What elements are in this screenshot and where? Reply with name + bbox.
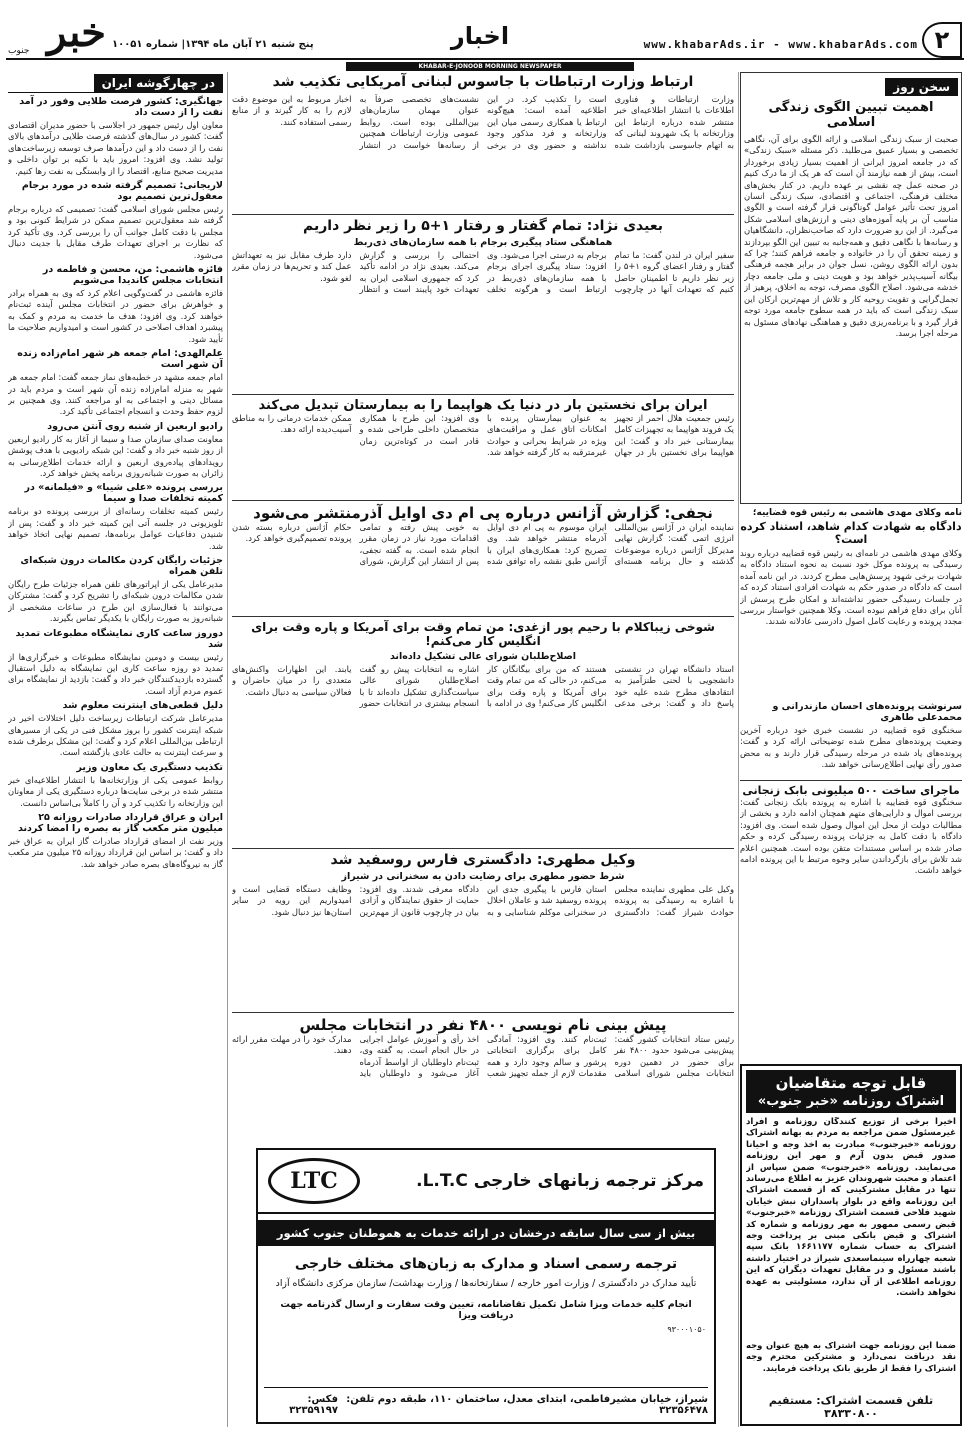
zanjani-title: ماجرای ساخت ۵۰۰ میلیونی بابک زنجانی bbox=[740, 780, 962, 797]
news-item-title: جزئیات رایگان کردن مکالمات درون شبکه‌ای تلفن همراه bbox=[20, 554, 223, 577]
news-item-body: روابط عمومی یکی از وزارتخانه‌ها با انتشار اطلاعیه‌ای خبر منتشر شده در برخی سایت‌ها درباره دستگیری یکی از معاونان این وزارتخانه را تکذیب کرد و آن را کاملاً بی‌اساس دانست. bbox=[8, 774, 223, 808]
provinces-tab: در چهارگوشه ایران bbox=[94, 74, 223, 92]
news-item-body: رئیس بیست و دومین نمایشگاه مطبوعات و خبرگزاری‌ها از تمدید دو روزه ساعت کاری این نمایشگاه به دلیل استقبال گسترده بازدیدکنندگان خبر داد و گفت: بازدید از نمایشگاه برای عموم مردم آزاد است. bbox=[8, 651, 223, 696]
election-title: پیش بینی نام نویسی ۴۸۰۰ نفر در انتخابات مجلس bbox=[232, 1012, 734, 1034]
subscription-body: اخیرا برخی از توزیع کنندگان روزنامه و افراد غیرمسئول ضمن مراجعه به مردم به بهانه اشتراک روزنامه «خبرجنوب» مبادرت به اخذ وجه و احیانا صدور قبض بدون آرم و مهر این روزنامه می‌نمایند. روزنامه «خبرجنوب» ضمن سپاس از اعتماد و محبت شهروندان عزیز به اطلاع می‌رساند تنها در مقابل مشترکینی که از قسمت اشتراک این روزنامه واقع در بلوار پاسداران نبش خیابان شهید فلاحی قسمت اشتراک روزنامه «خبرجنوب» قبض رسمی ممهور به مهر روزنامه و شماره کد اشتراک و قبض بانکی مبنی بر پرداخت وجه اشتراک به حساب شماره ۱۶۶۱۱۷۷ بانک سپه شعبه چهارراه سینماسعدی شیراز در اختیار داشته باشند مسئول و در مقابل تعهدات دیگران که این روزنامه اطلاعی از آن ندارد، مسئولیتی به عهده نخواهد داشت. bbox=[746, 1117, 956, 1299]
masthead-strip: KHABAR-E-JONOOB MORNING NEWSPAPER bbox=[346, 62, 634, 71]
column-divider bbox=[227, 72, 228, 1427]
page-number: ۲ bbox=[922, 22, 962, 58]
election-body: رئیس ستاد انتخابات کشور گفت: پیش‌بینی می‌شود حدود ۴۸۰۰ نفر برای حضور در دهمین دوره انتخابات مجلس شورای اسلامی ثبت‌نام کنند. وی افزود: آمادگی کامل برای برگزاری انتخاباتی پرشور و سالم وجود دارد و همه مقدمات لازم از جمله تجهیز شعب اخذ رأی و آموزش عوامل اجرایی در حال انجام است. به گفته وی، ثبت‌نام داوطلبان از اواسط آذرماه آغاز می‌شود و داوطلبان باید مدارک خود را در مهلت مقرر ارائه دهند. bbox=[232, 1034, 734, 1079]
najafi-body: نماینده ایران در آژانس بین‌المللی انرژی اتمی گفت: گزارش نهایی مدیرکل آژانس درباره موضوعات گذشته و حال برنامه هسته‌ای ایران موسوم به پی ام دی اوایل آذرماه منتشر خواهد شد. وی تصریح کرد: همکاری‌های ایران با آژانس طبق نقشه راه توافق شده به خوبی پیش رفته و تمامی اقدامات مورد نیاز در زمان مقرر انجام شده است. به گفته نجفی، پس از انتشار این گزارش، شورای حکام آژانس درباره بسته شدن پرونده تصمیم‌گیری خواهد کرد. bbox=[232, 522, 734, 567]
news-item bbox=[8, 482, 223, 552]
news-item-title: تکذیب دستگیری یک معاون وزیر bbox=[76, 761, 223, 773]
masthead bbox=[0, 0, 970, 58]
motahari-lawyer-article bbox=[232, 848, 734, 1008]
interview-body: وکلای مهدی هاشمی در نامه‌ای به رئیس قوه قضاییه درباره روند رسیدگی به پرونده موکل خود نسبت به نحوه استناد دادگاه به شهادت برخی شهود پرسش‌هایی مطرح کردند. در این نامه آمده است که دادگاه در صدور حکم به شهادت افرادی استناد کرده که در جلسات رسیدگی حضور نداشته‌اند و امکان طرح پرسش از آنان برای دفاع فراهم نبوده است. وکلا همچنین خواستار بررسی مجدد پرونده و رعایت کامل اصول دادرسی عادلانه شدند. bbox=[740, 548, 962, 627]
news-item bbox=[8, 264, 223, 345]
ltc-title: مرکز ترجمه زبانهای خارجی L.T.C. bbox=[416, 1171, 704, 1191]
column-divider bbox=[738, 72, 739, 1427]
editorial-box bbox=[740, 72, 962, 504]
ltc-approvals: تأیید مدارک در دادگستری / وزارت امور خارجه / سفارتخانه‌ها / وزارت بهداشت/ سازمان مرکزی دانشگاه آزاد bbox=[275, 1278, 697, 1289]
logo-text: خبر bbox=[47, 9, 106, 56]
news-item-title: رادیو اربعین از شنبه روی آنتن می‌رود bbox=[47, 420, 223, 432]
news-item bbox=[8, 348, 223, 418]
zibakalam-subhead: اصلاح‌طلبان شورای عالی تشکیل داده‌اند bbox=[389, 651, 577, 662]
news-item bbox=[8, 700, 223, 759]
interview-kicker: نامه وکلای مهدی هاشمی به رئیس قوه قضاییه؛ bbox=[752, 508, 962, 518]
news-item-body: مدیرعامل شرکت ارتباطات زیرساخت دلیل اختلالات اخیر در شبکه اینترنت کشور را بروز مشکل فنی در یکی از مسیرهای ارتباطی بین‌المللی اعلام کرد و گفت: این مشکل برطرف شده و سرعت اینترنت به حالت عادی بازگشته است. bbox=[8, 713, 223, 758]
ltc-address: شیراز، خیابان مشیرفاطمی، ابتدای معدل، ساختمان ۱۱۰، طبقه دوم تلفن: ۳۲۳۵۶۴۷۸ bbox=[346, 1394, 708, 1416]
zanjani-body: سخنگوی قوه قضاییه با اشاره به پرونده بابک زنجانی گفت: بررسی اموال و دارایی‌های متهم همچنان ادامه دارد و بخشی از مطالبات دولت از محل این اموال وصول شده است. وی افزود: دادگاه با دقت کامل به جزئیات پرونده رسیدگی کرده و حکم صادر شده بر اساس مستندات متقن بوده است. همچنین اعلام شد تلاش برای بازگرداندن سایر وجوه مرتبط با این پرونده ادامه خواهد داشت. bbox=[740, 797, 962, 876]
header-rule bbox=[6, 58, 964, 60]
news-item-body: معاون اول رئیس جمهور در اجلاسی با حضور مدیران اقتصادی گفت: کشور در سال‌های گذشته فرصت طلایی درآمدهای بالای نفت را از دست داد و این درآمدها صرف توسعه زیرساخت‌های تولید نشد. وی افزود: امروز باید با تکیه بر توان داخلی و مدیریت صحیح منابع، اقتصاد را از وابستگی به نفت رها کنیم. bbox=[8, 120, 223, 176]
newspaper-logo bbox=[6, 9, 106, 56]
interview-article bbox=[740, 508, 962, 776]
logo-subtext: جنوب bbox=[8, 46, 30, 56]
website-url[interactable]: www.khabarAds.ir - www.khabarAds.com bbox=[643, 38, 918, 51]
news-item-body: مدیرعامل یکی از اپراتورهای تلفن همراه جزئیات طرح رایگان شدن مکالمات درون شبکه‌ای را تشریح کرد و گفت: مشترکان می‌توانند با فعال‌سازی این طرح در ساعات مشخصی از شبانه‌روز به صورت رایگان با یکدیگر تماس بگیرند. bbox=[8, 578, 223, 624]
news-item-title: لاریجانی: تصمیم گرفته شده در مورد برجام معقول‌ترین تصمیم بود bbox=[21, 180, 223, 203]
subscription-title-2: اشتراک روزنامه «خبر جنوب» bbox=[757, 1094, 945, 1109]
ltc-services: ترجمه رسمی اسناد و مدارک به زبان‌های مختلف خارجی bbox=[294, 1256, 678, 1272]
baeidinejad-body: سفیر ایران در لندن گفت: ما تمام گفتار و رفتار اعضای گروه ۱+۵ را زیر نظر داریم تا اطمینان حاصل کنیم که تعهدات آنها در چارچوب برجام به درستی اجرا می‌شود. وی افزود: ستاد پیگیری اجرای برجام با همه سازمان‌های ذی‌ربط در ارتباط است و هرگونه تخلف احتمالی را بررسی و گزارش می‌کند. بعیدی نژاد در ادامه تأکید کرد که جمهوری اسلامی ایران به تعهدات خود پایبند است و انتظار دارد طرف مقابل نیز به تعهداتش عمل کند و تحریم‌ها در زمان مقرر لغو شود. bbox=[232, 250, 734, 295]
lead-article bbox=[232, 72, 734, 210]
hospital-plane-title: ایران برای نخستین بار در دنیا یک هواپیما را به بیمارستان تبدیل می‌کند bbox=[232, 394, 734, 413]
news-item-body: معاونت صدای سازمان صدا و سیما از آغاز به کار رادیو اربعین از روز شنبه خبر داد و گفت: این شبکه رادیویی با هدف پوشش رویدادهای پیاده‌روی اربعین و ارائه خدمات اطلاع‌رسانی به زائران به صورت شبانه‌روزی برنامه پخش خواهد کرد. bbox=[8, 433, 223, 478]
baeidinejad-article bbox=[232, 214, 734, 390]
ltc-tagline: بیش از سی سال سابقه درخشان در ارائه خدمات به هموطنان جنوب کشور bbox=[258, 1220, 714, 1246]
hospital-plane-article bbox=[232, 394, 734, 496]
zibakalam-article bbox=[232, 616, 734, 844]
zibakalam-body: استاد دانشگاه تهران در نشستی دانشجویی با لحنی طنزآمیز به انتقادهای مطرح شده علیه خود پاسخ داد و گفت: برخی مدعی هستند که من برای بیگانگان کار می‌کنم، در حالی که من تمام وقت برای آمریکا و پاره وقت برای انگلیس کار می‌کنم! وی در ادامه با اشاره به انتخابات پیش رو گفت اصلاح‌طلبان شورای عالی سیاست‌گذاری تشکیل داده‌اند تا با انسجام بیشتری در انتخابات حضور یابند. این اظهارات واکنش‌های متعددی را در میان حاضران و فعالان سیاسی به دنبال داشت. bbox=[232, 664, 734, 709]
news-item-body: فائزه هاشمی در گفت‌وگویی اعلام کرد که وی به همراه برادر و خواهرش برای حضور در انتخابات مجلس آینده ثبت‌نام خواهند کرد. وی افزود: هدف ما خدمت به مردم و کمک به پیشبرد اهداف اصلاحی در کشور است و امیدواریم صلاحیت ما تأیید شود. bbox=[8, 288, 223, 344]
zanjani-article bbox=[740, 780, 962, 1060]
interview-subhead: سرنوشت پرونده‌های احسان مازندرانی و محمدعلی طاهری bbox=[772, 701, 962, 723]
subscription-ad bbox=[740, 1064, 962, 1426]
motahari-lawyer-title: وکیل مطهری: دادگستری فارس روسفید شد bbox=[232, 848, 734, 868]
lead-body: وزارت ارتباطات و فناوری اطلاعات با انتشار اطلاعیه‌ای خبر منتشر شده درباره ارتباط این وزارتخانه با یک شهروند لبنانی که به اتهام جاسوسی بازداشت شده است را تکذیب کرد. در این اطلاعیه آمده است: هیچ‌گونه ارتباط یا همکاری رسمی میان این وزارتخانه و فرد مذکور وجود نداشته و حضور وی در برخی نشست‌های تخصصی صرفاً به عنوان مهمان سازمان‌های بین‌المللی بوده است. روابط عمومی وزارت ارتباطات همچنین از رسانه‌ها خواست در انتشار اخبار مربوط به این موضوع دقت لازم را به کار گیرند و از منابع رسمی استفاده کنند. bbox=[232, 94, 734, 150]
news-item bbox=[8, 555, 223, 625]
ltc-logo: LTC bbox=[268, 1158, 360, 1204]
news-item-title: دوروز ساعت کاری نمایشگاه مطبوعات تمدید شد bbox=[15, 627, 223, 650]
ltc-fax: فکس: ۳۲۳۵۹۱۹۷ bbox=[289, 1394, 338, 1416]
motahari-lawyer-body: وکیل علی مطهری نماینده مجلس با اشاره به رسیدگی به پرونده حوادث شیراز گفت: دادگستری استان فارس با پیگیری جدی این پرونده روسفید شد و عاملان اخلال در سخنرانی موکلم شناسایی و به دادگاه معرفی شدند. وی افزود: حمایت از حقوق نمایندگان و آزادی بیان در چارچوب قانون از مهم‌ترین وظایف دستگاه قضایی است و امیدواریم این رویه در سایر استان‌ها نیز دنبال شود. bbox=[232, 884, 734, 917]
provinces-list bbox=[8, 96, 223, 870]
news-item-title: علم‌الهدی: امام جمعه هر شهر امام‌زاده زنده آن شهر است bbox=[17, 348, 223, 371]
news-item-body: رئیس کمیته تخلفات رسانه‌ای از بررسی پرونده دو برنامه تلویزیونی در جلسه آتی این کمیته خبر داد و گفت: پس از شنیدن دفاعیات عوامل برنامه‌ها، تصمیم نهایی اتخاذ خواهد شد. bbox=[8, 506, 223, 551]
hospital-plane-body: رئیس جمعیت هلال احمر از تجهیز یک فروند هواپیما به تجهیزات کامل بیمارستانی خبر داد و گفت: این هواپیما برای نخستین بار در جهان به عنوان بیمارستان پرنده با امکانات اتاق عمل و مراقبت‌های ویژه در شرایط بحرانی و حوادث غیرمترقبه به کار گرفته خواهد شد. وی افزود: این طرح با همکاری متخصصان داخلی طراحی شده و قادر است در کوتاه‌ترین زمان ممکن خدمات درمانی را به مناطق آسیب‌دیده ارائه دهد. bbox=[232, 413, 734, 458]
election-article bbox=[232, 1012, 734, 1142]
news-item bbox=[8, 628, 223, 698]
editorial-tab: سخن روز bbox=[885, 78, 958, 96]
baeidinejad-title: بعیدی نژاد: تمام گفتار و رفتار ۱+۵ را زیر نظر داریم bbox=[232, 214, 734, 234]
subscription-phone[interactable]: تلفن قسمت اشتراک: مستقیم ۳۸۳۳۰۸۰۰ bbox=[768, 1394, 934, 1420]
interview-body-2: سخنگوی قوه قضاییه در نشست خبری خود درباره آخرین وضعیت پرونده‌های مطرح شده توضیحاتی ارائه کرد و گفت: پرونده‌های یاد شده در مرحله رسیدگی قرار دارند و به محض صدور رأی نهایی اطلاع‌رسانی خواهد شد. bbox=[740, 725, 962, 770]
news-item-title: فائزه هاشمی: من، محسن و فاطمه در انتخابات مجلس کاندیدا می‌شویم bbox=[42, 264, 223, 287]
interview-title: دادگاه به شهادت کدام شاهد، استناد کرده است؟ bbox=[740, 520, 962, 546]
ltc-code: ۹۳۰۰۰۱۰۵۰ bbox=[667, 1325, 706, 1334]
news-item-body: وزیر نفت از امضای قرارداد صادرات گاز ایران به عراق خبر داد و گفت: بر اساس این قرارداد روزانه ۲۵ میلیون متر مکعب گاز به نیروگاه‌های بصره صادر خواهد شد. bbox=[8, 836, 223, 869]
news-item bbox=[8, 421, 223, 480]
news-item-body: امام جمعه مشهد در خطبه‌های نماز جمعه گفت: امام جمعه هر شهر به منزله امام‌زاده زنده آن شهر است و مردم باید در مسائل دینی و اجتماعی به او مراجعه کنند. وی همچنین بر لزوم حفظ وحدت و انسجام اجتماعی تأکید کرد. bbox=[8, 372, 223, 417]
editorial-body: صحبت از سبک زندگی اسلامی و ارائه الگوی برای آن، نگاهی تخصصی و بسیار عمیق می‌طلبد. ذکر مسئله «سبک زندگی» که در جامعه امروز ایرانی از اهمیت بسیار زیادی برخوردار است، بیش از همه نیازمند آن است که هر یک از ما درک کنیم در صحنه عمل چه نقشی بر عهده داریم. در کنار بخش‌های مختلف فرهنگی، اجتماعی و اقتصادی، سبک زندگی انسان امروز تحت تأثیر عوامل گوناگونی قرار گرفته است و الگوی مناسب آن بر پایه آموزه‌های دینی و ارزش‌های اسلامی شکل می‌گیرد. از این رو ضرورت دارد که صاحب‌نظران، دانشگاهیان و رسانه‌ها با نگاهی دقیق و همه‌جانبه به تبیین این الگو بپردازند و زمینه تحقق آن را در خانواده و جامعه فراهم کنند؛ چرا که بدون ارائه الگوی روشن، نسل جوان در برابر هجمه فرهنگی بیگانه آسیب‌پذیر خواهد بود و هویت دینی و ملی جامعه دچار خدشه می‌شود. اصلاح الگوی مصرف، توجه به اخلاق، پرهیز از تجمل‌گرایی و تقویت روحیه کار و تلاش از مهم‌ترین ارکان این سبک زندگی است که باید در همه سطوح جامعه مورد توجه قرار گیرد و با برنامه‌ریزی دقیق و هماهنگی نهادهای مسئول به مرحله اجرا برسد. bbox=[744, 134, 958, 338]
section-title: اخبار bbox=[450, 22, 510, 50]
najafi-article bbox=[232, 500, 734, 612]
news-item-title: دلیل قطعی‌های اینترنت معلوم شد bbox=[62, 700, 223, 712]
lead-title: ارتباط وزارت ارتباطات با جاسوس لبنانی آمریکایی تکذیب شد bbox=[272, 74, 694, 90]
zibakalam-title: شوخی زیباکلام با رحیم پور ازغدی: من تمام وقت برای آمریکا و پاره وقت برای انگلیس کار می‌کنم! bbox=[232, 616, 734, 648]
subscription-title-1: قابل توجه متقاضیان bbox=[775, 1074, 927, 1092]
provinces-column bbox=[8, 72, 223, 1424]
news-item-body: رئیس مجلس شورای اسلامی گفت: تصمیمی که درباره برجام گرفته شد معقول‌ترین تصمیم ممکن در شرایط کنونی بود و مجلس با دقت کامل جوانب آن را بررسی کرد. وی تأکید کرد که نظارت بر اجرای تعهدات طرف مقابل با جدیت دنبال می‌شود. bbox=[8, 204, 223, 260]
news-item bbox=[8, 96, 223, 177]
ltc-translation-ad bbox=[256, 1148, 716, 1424]
ltc-visa: انجام کلیه خدمات ویزا شامل تکمیل تقاضانامه، تعیین وقت سفارت و ارسال گذرنامه جهت دریافت ویزا bbox=[280, 1299, 692, 1321]
dateline: پنج شنبه ۲۱ آبان ماه ۱۳۹۴| شماره ۱۰۰۵۱ bbox=[112, 39, 314, 50]
motahari-lawyer-subhead: شرط حضور مطهری برای رضایت دادن به سخنرانی در شیراز bbox=[341, 871, 625, 882]
baeidinejad-subhead: هماهنگی ستاد پیگیری برجام با همه سازمان‌های ذی‌ربط bbox=[353, 237, 613, 248]
editorial-title: اهمیت تبیین الگوی زندگی اسلامی bbox=[768, 100, 934, 130]
news-item-title: جهانگیری: کشور فرصت طلایی وفور در آمد نفت را از دست داد bbox=[19, 96, 223, 118]
news-item-title: بررسی پرونده «علی شیبا» و «فیلمانه» در کمیته تخلفات صدا و سیما bbox=[24, 482, 223, 505]
news-item bbox=[8, 180, 223, 261]
news-item bbox=[8, 812, 223, 870]
news-item-title: ایران و عراق قرارداد صادرات روزانه ۲۵ میلیون متر مکعب گاز به بصره را امضا کردند bbox=[17, 812, 223, 835]
najafi-title: نجفی: گزارش آژانس درباره پی ام دی اوایل آذرمنتشر می‌شود bbox=[232, 500, 734, 522]
news-item bbox=[8, 762, 223, 809]
subscription-note: ضمنا این روزنامه جهت اشتراک به هیچ عنوان وجه نقد دریافت نمی‌دارد و مشترکین محترم وجه اشتراک را فقط از طریق بانک پرداخت فرمایند. bbox=[746, 1340, 956, 1373]
